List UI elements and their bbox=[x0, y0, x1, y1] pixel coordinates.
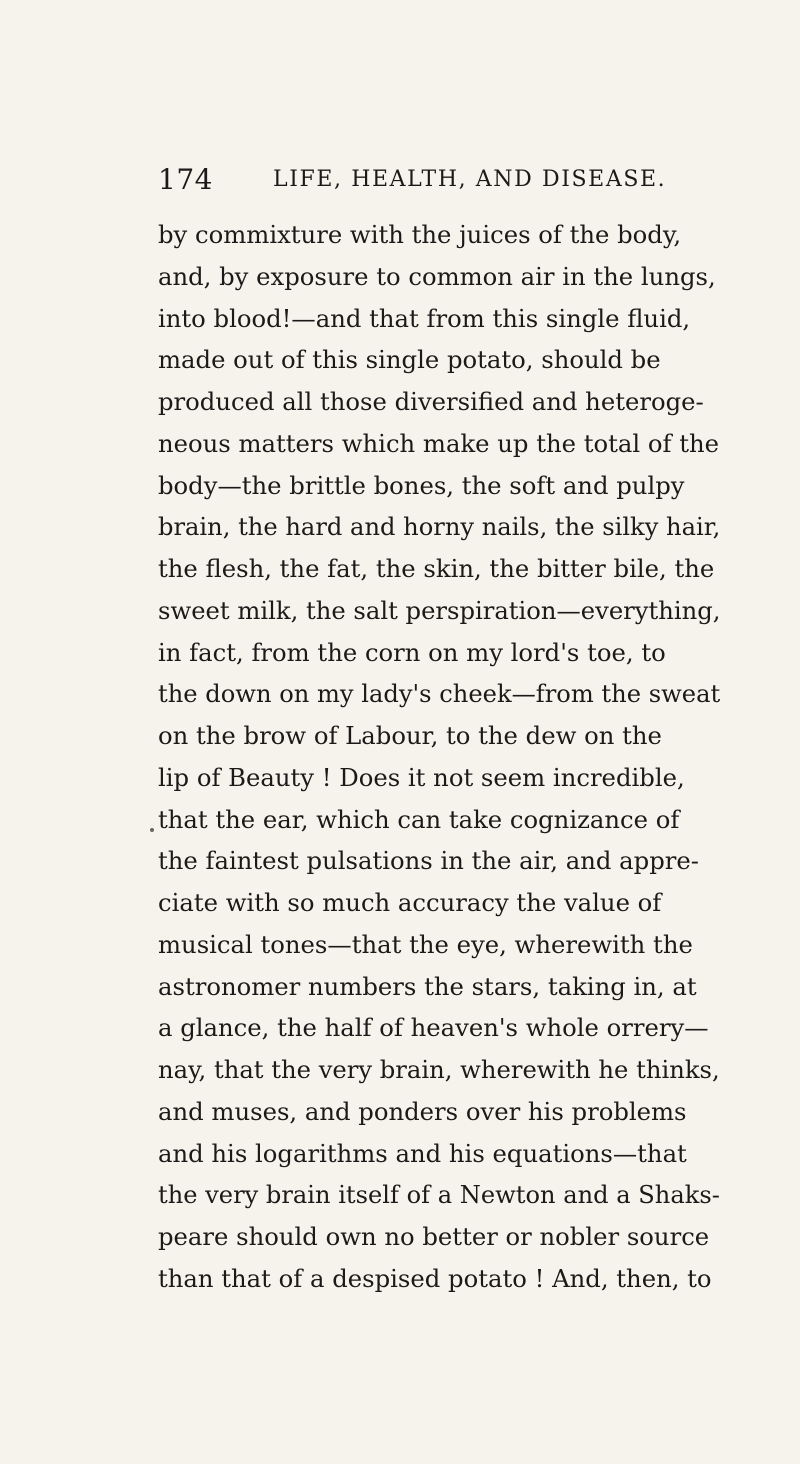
text-line: that the ear, which can take cognizance of bbox=[158, 804, 680, 834]
text-line: sweet milk, the salt perspiration—everything, bbox=[158, 595, 721, 625]
text-line: and his logarithms and his equations—that bbox=[158, 1138, 687, 1168]
body-text bbox=[158, 214, 720, 1300]
text-line: a glance, the half of heaven's whole orrery— bbox=[158, 1013, 709, 1043]
text-line: the flesh, the fat, the skin, the bitter bile, the bbox=[158, 554, 715, 583]
text-line: nay, that the very brain, wherewith he thinks, bbox=[158, 1055, 720, 1084]
text-line: and, by exposure to common air in the lungs, bbox=[158, 261, 716, 291]
text-line: made out of this single potato, should be bbox=[158, 345, 661, 375]
text-line: the down on my lady's cheek—from the sweat bbox=[158, 679, 721, 709]
text-line: by commixture with the juices of the body, bbox=[158, 220, 682, 249]
text-line: neous matters which make up the total of the bbox=[158, 428, 719, 458]
text-line: produced all those diversified and heteroge- bbox=[158, 387, 704, 416]
margin-speck bbox=[150, 828, 154, 832]
text-line: on the brow of Labour, to the dew on the bbox=[158, 721, 662, 750]
text-line: and muses, and ponders over his problems bbox=[158, 1096, 687, 1126]
text-line: lip of Beauty ! Does it not seem incredible, bbox=[158, 762, 685, 792]
running-title: LIFE, HEALTH, AND DISEASE. bbox=[273, 167, 667, 192]
text-line: musical tones—that the eye, wherewith the bbox=[158, 929, 693, 959]
text-line: brain, the hard and horny nails, the silky hair, bbox=[158, 512, 721, 542]
text-line: body—the brittle bones, the soft and pulpy bbox=[158, 470, 685, 500]
text-line: ciate with so much accuracy the value of bbox=[158, 888, 662, 917]
text-line: in fact, from the corn on my lord's toe, to bbox=[158, 637, 666, 667]
text-line: astronomer numbers the stars, taking in, at bbox=[158, 971, 697, 1001]
text-line: the faintest pulsations in the air, and appre- bbox=[158, 846, 699, 876]
running-head bbox=[158, 160, 718, 200]
text-line: peare should own no better or nobler source bbox=[158, 1222, 710, 1251]
page-number: 174 bbox=[158, 163, 213, 196]
text-line: than that of a despised potato ! And, then, to bbox=[158, 1263, 712, 1293]
text-line: the very brain itself of a Newton and a Shaks- bbox=[158, 1180, 720, 1210]
text-line: into blood!—and that from this single fluid, bbox=[158, 303, 691, 333]
